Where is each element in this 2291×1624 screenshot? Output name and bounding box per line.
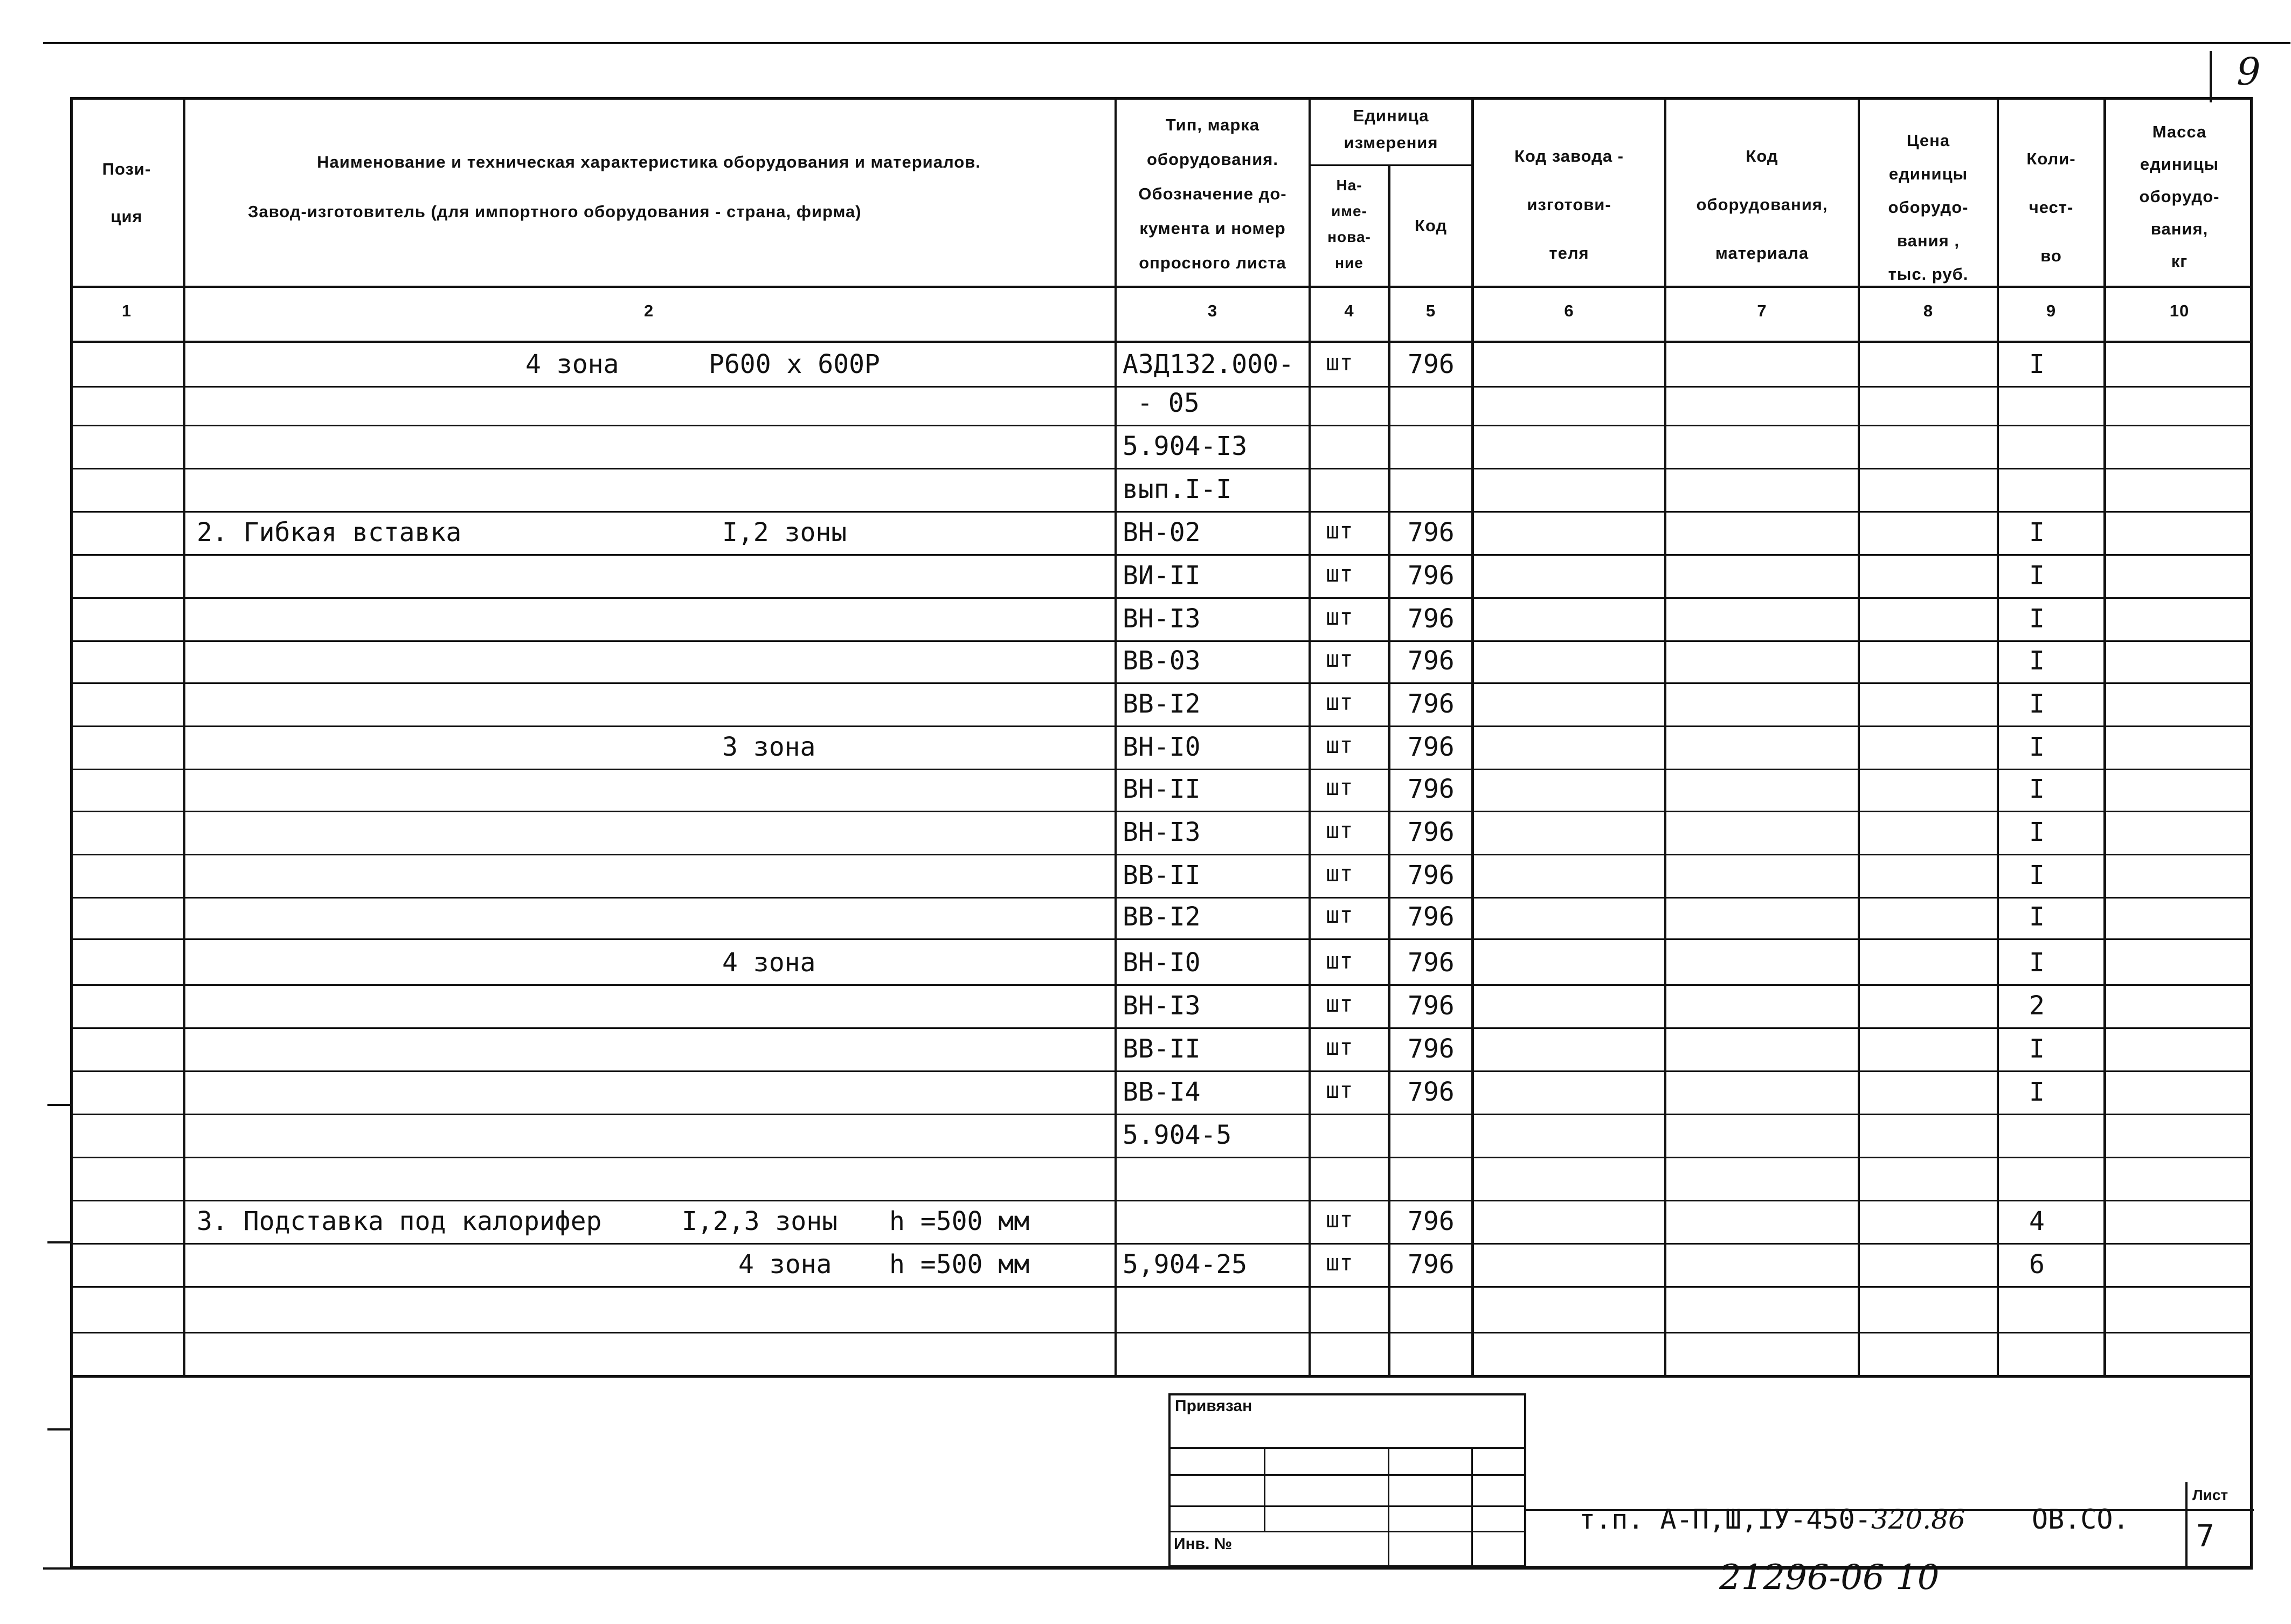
- stamp-designation-hand: 320.86: [1871, 1504, 1965, 1535]
- table-cell: 796: [1408, 517, 1455, 548]
- table-cell: 796: [1408, 732, 1455, 762]
- table-cell: ВН-I3: [1123, 817, 1201, 847]
- table-cell: 796: [1408, 646, 1455, 676]
- table-cell: ВН-02: [1123, 517, 1201, 548]
- table-cell: шт: [1326, 604, 1353, 630]
- table-cell: I: [2029, 774, 2045, 804]
- header-col7: Код оборудования, материала: [1696, 147, 1828, 262]
- table-cell: 2. Гибкая вставка: [197, 517, 462, 548]
- header-col5: Код: [1414, 216, 1448, 235]
- table-cell: ВН-I0: [1123, 732, 1201, 762]
- table-cell: h =500 мм: [889, 1206, 1030, 1236]
- table-cell: 796: [1408, 860, 1455, 890]
- table-cell: ВН-I3: [1123, 991, 1201, 1021]
- row-divider: [70, 1375, 2253, 1377]
- table-cell: 5.904-I3: [1123, 431, 1248, 461]
- row-divider: [70, 1286, 2253, 1288]
- table-cell: 4 зона: [722, 948, 816, 978]
- row-divider: [70, 554, 2253, 556]
- header-col2: Наименование и техническая характеристика оборудования и материалов. Завод-изготовитель (для импортного оборудования - страна, фирма): [248, 153, 981, 221]
- stamp-doc-code: ОВ.СО.: [2032, 1504, 2129, 1535]
- table-cell: ВВ-II: [1123, 860, 1201, 890]
- table-cell: 5,904-25: [1123, 1249, 1248, 1280]
- row-divider: [70, 640, 2253, 642]
- table-cell: 796: [1408, 1249, 1455, 1280]
- table-cell: 796: [1408, 774, 1455, 804]
- table-cell: - 05: [1137, 388, 1200, 418]
- table-cell: шт: [1326, 774, 1353, 800]
- bottom-document-number: 21296-06 10: [1719, 1558, 1940, 1598]
- table-cell: I: [2029, 1034, 2045, 1064]
- row-divider: [70, 1157, 2253, 1158]
- table-cell: шт: [1326, 517, 1353, 544]
- row-divider: [70, 1200, 2253, 1201]
- row-divider: [70, 1114, 2253, 1115]
- stamp-attached-label: Привязан: [1175, 1397, 1252, 1415]
- table-cell: шт: [1326, 1077, 1353, 1103]
- sheet-label: Лист: [2192, 1487, 2228, 1503]
- table-cell: ВН-I3: [1123, 604, 1201, 634]
- table-cell: 796: [1408, 1034, 1455, 1064]
- table-cell: 796: [1408, 1206, 1455, 1236]
- table-cell: шт: [1326, 732, 1353, 758]
- table-cell: ВВ-I2: [1123, 902, 1201, 932]
- stamp-inv-label: Инв. №: [1174, 1535, 1233, 1553]
- table-cell: шт: [1326, 1034, 1353, 1060]
- header-col8: Цена единицы оборудо- вания , тыс. руб.: [1888, 131, 1969, 284]
- table-cell: I: [2029, 561, 2045, 591]
- table-cell: 3. Подставка под калорифер: [197, 1206, 602, 1236]
- table-cell: 2: [2029, 991, 2045, 1021]
- table-cell: ВВ-II: [1123, 1034, 1201, 1064]
- row-divider: [70, 725, 2253, 727]
- table-cell: I: [2029, 689, 2045, 719]
- stamp-designation: т.п. А-П,Ш,IУ-450-320.86: [1579, 1504, 1965, 1535]
- table-cell: ВВ-03: [1123, 646, 1201, 676]
- table-cell: АЗД132.000-: [1123, 349, 1294, 379]
- table-cell: шт: [1326, 860, 1353, 887]
- row-divider: [70, 938, 2253, 940]
- header-col4: На- име- нова- ние: [1327, 177, 1371, 271]
- table-cell: I: [2029, 349, 2045, 379]
- table-cell: шт: [1326, 948, 1353, 974]
- table-cell: ВВ-I4: [1123, 1077, 1201, 1107]
- table-cell: шт: [1326, 902, 1353, 928]
- table-cell: I: [2029, 517, 2045, 548]
- table-cell: I: [2029, 1077, 2045, 1107]
- page-number: 9: [2237, 50, 2261, 94]
- table-cell: I,2,3 зоны: [682, 1206, 838, 1236]
- table-cell: шт: [1326, 349, 1353, 376]
- table-cell: 4: [2029, 1206, 2045, 1236]
- row-divider: [70, 425, 2253, 426]
- row-divider: [70, 897, 2253, 899]
- row-divider: [70, 1070, 2253, 1072]
- table-cell: 796: [1408, 817, 1455, 847]
- row-divider: [70, 811, 2253, 812]
- row-divider: [70, 1243, 2253, 1245]
- table-cell: ВВ-I2: [1123, 689, 1201, 719]
- table-cell: I: [2029, 732, 2045, 762]
- table-cell: I,2 зоны: [722, 517, 847, 548]
- table-cell: I: [2029, 817, 2045, 847]
- table-cell: 796: [1408, 349, 1455, 379]
- table-cell: 796: [1408, 948, 1455, 978]
- header-col9: Коли- чест- во: [2026, 149, 2076, 265]
- table-cell: ВН-I0: [1123, 948, 1201, 978]
- table-cell: шт: [1326, 1206, 1353, 1233]
- column-numbers-row: 1 2 3 4 5 6 7 8 9 10: [121, 301, 2190, 320]
- table-cell: шт: [1326, 817, 1353, 844]
- table-cell: I: [2029, 902, 2045, 932]
- table-cell: 796: [1408, 1077, 1455, 1107]
- table-cell: 6: [2029, 1249, 2045, 1280]
- header-unit-group: Единица измерения: [1344, 106, 1438, 152]
- table-cell: ВИ-II: [1123, 561, 1201, 591]
- row-divider: [70, 769, 2253, 770]
- table-cell: I: [2029, 860, 2045, 890]
- row-divider: [70, 1027, 2253, 1029]
- table-cell: I: [2029, 948, 2045, 978]
- table-cell: I: [2029, 646, 2045, 676]
- header-col1: Пози- ция: [102, 160, 151, 226]
- table-cell: 3 зона: [722, 732, 816, 762]
- row-divider: [70, 1332, 2253, 1333]
- table-cell: ВН-II: [1123, 774, 1201, 804]
- table-cell: шт: [1326, 689, 1353, 715]
- row-divider: [70, 511, 2253, 513]
- table-cell: h =500 мм: [889, 1249, 1030, 1280]
- row-divider: [70, 597, 2253, 599]
- table-cell: 796: [1408, 604, 1455, 634]
- table-cell: 796: [1408, 689, 1455, 719]
- table-cell: 796: [1408, 561, 1455, 591]
- row-divider: [70, 854, 2253, 855]
- header-col10: Масса единицы оборудо- вания, кг: [2139, 122, 2220, 271]
- row-divider: [70, 468, 2253, 469]
- table-cell: шт: [1326, 561, 1353, 587]
- sheet-number: 7: [2196, 1519, 2214, 1554]
- table-cell: 796: [1408, 991, 1455, 1021]
- row-divider: [70, 386, 2253, 388]
- table-cell: вып.I-I: [1123, 474, 1232, 505]
- row-divider: [70, 682, 2253, 684]
- table-cell: шт: [1326, 1249, 1353, 1276]
- header-col3: Тип, марка оборудования. Обозначение до- кумента и номер опросного листа: [1138, 115, 1287, 272]
- table-cell: 4 зона: [738, 1249, 832, 1280]
- header-col6: Код завода - изготови- теля: [1514, 147, 1624, 262]
- table-cell: I: [2029, 604, 2045, 634]
- table-cell: 796: [1408, 902, 1455, 932]
- table-cell: шт: [1326, 646, 1353, 672]
- row-divider: [70, 984, 2253, 986]
- table-cell: шт: [1326, 991, 1353, 1017]
- table-cell: Р600 х 600Р: [709, 349, 880, 379]
- table-cell: 4 зона: [525, 349, 619, 379]
- table-cell: 5.904-5: [1123, 1120, 1232, 1150]
